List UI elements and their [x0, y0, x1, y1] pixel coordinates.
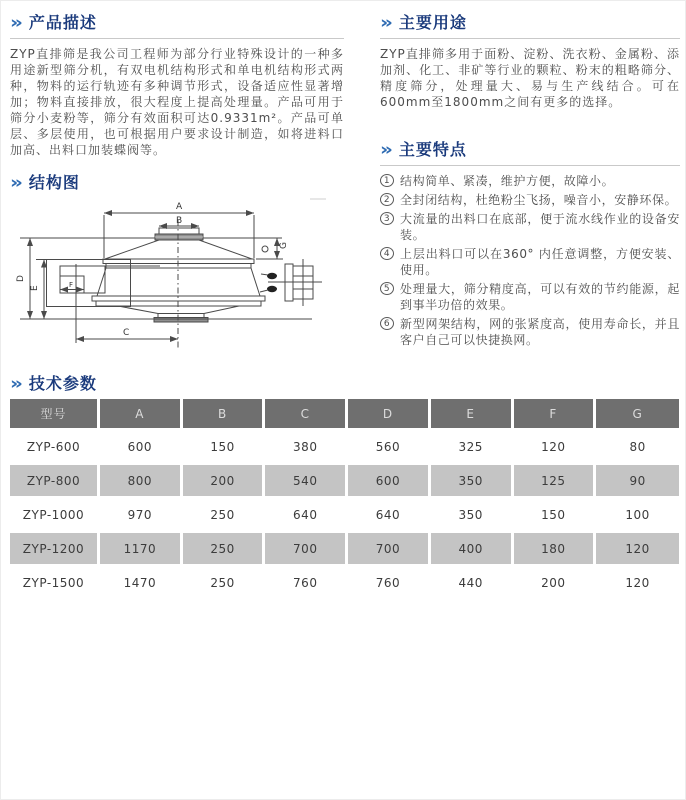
cell-model: ZYP-1000	[10, 499, 100, 533]
table-row	[10, 431, 679, 465]
cell-value: 250	[183, 499, 266, 533]
column-header-f: F	[514, 399, 597, 431]
table-row	[10, 465, 679, 499]
cell-model: ZYP-1200	[10, 533, 100, 567]
cell-value: 125	[514, 465, 597, 499]
section-title-features: 主要特点	[398, 140, 467, 159]
dim-label-f: F	[69, 281, 74, 289]
structure-diagram	[10, 196, 348, 368]
section-divider	[380, 38, 680, 39]
column-header-c: C	[265, 399, 348, 431]
column-header-b: B	[183, 399, 266, 431]
column-header-e: E	[431, 399, 514, 431]
double-chevron-icon: »	[380, 138, 391, 159]
dim-label-c: C	[123, 328, 130, 338]
cell-value: 1170	[100, 533, 183, 567]
section-header	[10, 170, 344, 193]
parameters-table	[10, 399, 679, 601]
section-title-main-use: 主要用途	[398, 13, 467, 32]
circled-number-icon: 1	[380, 174, 394, 187]
section-title-structure: 结构图	[28, 173, 80, 192]
cell-value: 1470	[100, 567, 183, 601]
cell-value: 120	[596, 567, 679, 601]
section-header	[10, 10, 344, 33]
cell-value: 80	[596, 431, 679, 465]
feature-item	[380, 281, 680, 313]
cell-model: ZYP-600	[10, 431, 100, 465]
cell-value: 700	[265, 533, 348, 567]
cell-value: 100	[596, 499, 679, 533]
cell-model: ZYP-1500	[10, 567, 100, 601]
double-chevron-icon: »	[380, 11, 391, 32]
cell-model: ZYP-800	[10, 465, 100, 499]
cell-value: 700	[348, 533, 431, 567]
section-main-use	[380, 10, 680, 110]
section-header	[10, 371, 679, 394]
column-header-a: A	[100, 399, 183, 431]
dim-label-b: B	[176, 216, 183, 226]
feature-item	[380, 192, 680, 208]
section-header	[380, 137, 680, 160]
feature-text: 全封闭结构，杜绝粉尘飞扬，噪音小，安静环保。	[400, 193, 678, 207]
cell-value: 325	[431, 431, 514, 465]
feature-item	[380, 211, 680, 243]
section-header	[380, 10, 680, 33]
circled-number-icon: 2	[380, 193, 394, 206]
cell-value: 970	[100, 499, 183, 533]
cell-value: 640	[348, 499, 431, 533]
cell-value: 150	[514, 499, 597, 533]
feature-text: 上层出料口可以在360° 内任意调整，方便安装、使用。	[400, 247, 680, 277]
circled-number-icon: 6	[380, 317, 394, 330]
cell-value: 120	[514, 431, 597, 465]
cell-value: 560	[348, 431, 431, 465]
column-header-d: D	[348, 399, 431, 431]
section-title-parameters: 技术参数	[28, 374, 97, 393]
cell-value: 90	[596, 465, 679, 499]
circled-number-icon: 5	[380, 282, 394, 295]
feature-item	[380, 316, 680, 348]
section-divider	[380, 165, 680, 166]
cell-value: 540	[265, 465, 348, 499]
cell-value: 200	[514, 567, 597, 601]
circled-number-icon: 4	[380, 247, 394, 260]
table-row	[10, 533, 679, 567]
left-column	[10, 10, 344, 368]
cell-value: 760	[265, 567, 348, 601]
right-column	[380, 10, 680, 351]
section-structure-diagram	[10, 170, 344, 368]
feature-text: 新型网架结构，网的张紧度高，使用寿命长，并且客户自己可以快捷换网。	[400, 317, 680, 347]
cell-value: 350	[431, 499, 514, 533]
table-header-row	[10, 399, 679, 431]
main-use-text: ZYP直排筛多用于面粉、淀粉、洗衣粉、金属粉、添加剂、化工、非矿等行业的颗粒、粉末的粗略筛分、精度筛分，处理量大、易与生产线结合。可在600mm至1800mm之间有更多的选择。	[380, 47, 680, 109]
table-row	[10, 499, 679, 533]
section-features	[380, 137, 680, 348]
section-title-product-description: 产品描述	[28, 13, 97, 32]
cell-value: 200	[183, 465, 266, 499]
double-chevron-icon: »	[10, 11, 21, 32]
cell-value: 150	[183, 431, 266, 465]
cell-value: 250	[183, 533, 266, 567]
dim-label-a: A	[176, 202, 183, 212]
cell-value: 120	[596, 533, 679, 567]
cell-value: 640	[265, 499, 348, 533]
cell-value: 440	[431, 567, 514, 601]
cell-value: 600	[348, 465, 431, 499]
cell-value: 350	[431, 465, 514, 499]
cell-value: 760	[348, 567, 431, 601]
double-chevron-icon: »	[10, 372, 21, 393]
feature-text: 处理量大，筛分精度高，可以有效的节约能源，起到事半功倍的效果。	[400, 282, 680, 312]
cell-value: 250	[183, 567, 266, 601]
features-list	[380, 173, 680, 348]
feature-text: 大流量的出料口在底部，便于流水线作业的设备安装。	[400, 212, 680, 242]
cell-value: 600	[100, 431, 183, 465]
double-chevron-icon: »	[10, 171, 21, 192]
cell-value: 400	[431, 533, 514, 567]
dim-label-g: G	[279, 242, 289, 249]
cell-value: 180	[514, 533, 597, 567]
table-row	[10, 567, 679, 601]
cell-value: 800	[100, 465, 183, 499]
feature-item	[380, 173, 680, 189]
dim-label-d: D	[16, 275, 26, 282]
section-technical-parameters	[10, 371, 679, 601]
section-divider	[10, 38, 344, 39]
dim-label-e: E	[30, 285, 40, 291]
feature-text: 结构简单、紧凑，维护方便，故障小。	[400, 174, 615, 188]
circled-number-icon: 3	[380, 212, 394, 225]
cell-value: 380	[265, 431, 348, 465]
column-header-g: G	[596, 399, 679, 431]
section-product-description	[10, 10, 344, 158]
product-description-text: ZYP直排筛是我公司工程师为部分行业特殊设计的一种多用途新型筛分机，有双电机结构形式和单电机结构形式两种，物料的运行轨迹有多种调节形式，设备适应性显著增加；物料直接排放，很大程度上提高处理量。产品可用于筛分小麦粉等，筛分有效面积可达0.9331m²。产品可单层、多层使用，也可根据用户要求设计制造，如将进料口加高、出料口加装蝶阀等。	[10, 47, 344, 157]
feature-item	[380, 246, 680, 278]
column-header-model: 型号	[10, 399, 100, 431]
